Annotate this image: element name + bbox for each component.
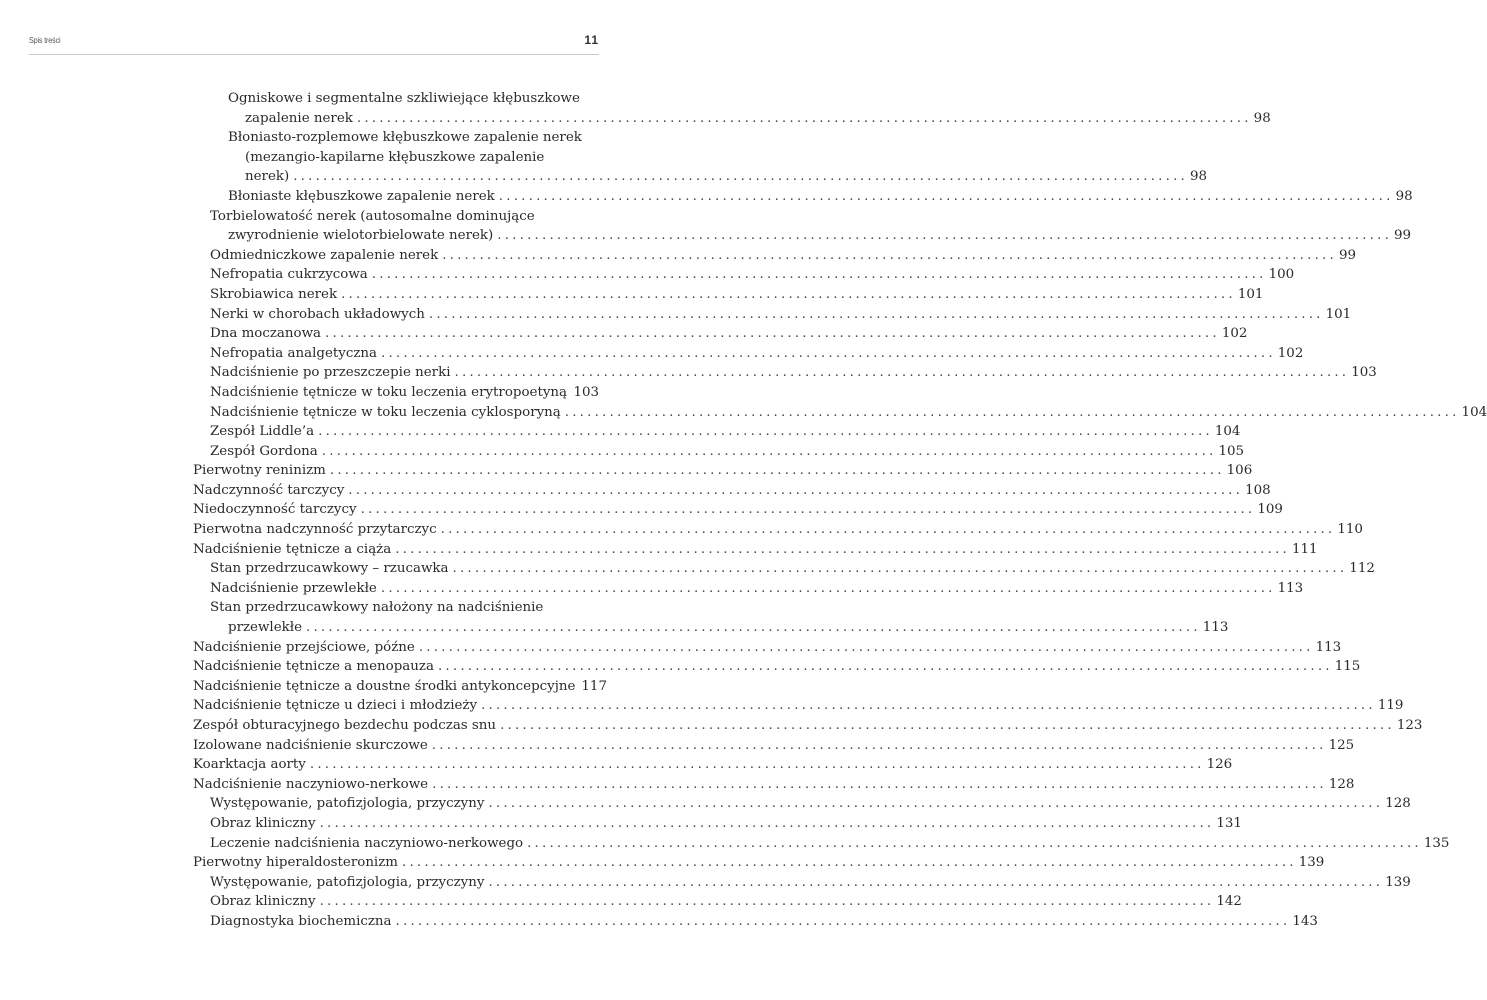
toc-entry-continuation [245,148,599,168]
toc-entry[interactable] [0,853,1325,873]
toc-entry[interactable] [0,403,1487,423]
toc-entry[interactable] [0,187,1413,207]
dot-leader: ........................................................................................................................ [329,463,1225,479]
dot-leader: ........................................................................................................................ [318,424,1213,440]
toc-page-number: 99 [1338,247,1357,263]
toc-entry[interactable] [0,696,1404,716]
toc-page-number: 135 [1423,835,1450,851]
dot-leader: ........................................................................................................................ [418,639,1314,655]
toc-page-number: 104 [1214,424,1241,440]
dot-leader: ........................................................................................................................ [395,541,1290,557]
toc-entry-title: Stan przedrzucawkowy – rzucawka [210,561,449,577]
toc-entry[interactable] [0,834,1450,854]
toc-entry-title: Obraz kliniczny [210,894,316,910]
header-rule [29,54,599,55]
dot-leader: ........................................................................................................................ [341,286,1236,302]
toc-page-number: 117 [581,678,607,694]
toc-page-number: 105 [1218,443,1245,459]
toc-entry[interactable] [0,500,1283,520]
toc-entry-title: Niedoczynność tarczycy [193,502,357,518]
toc-entry-line [193,481,1271,501]
toc-entry-title: Zespół obturacyjnego bezdechu podczas snu [193,718,497,733]
toc-entry-line [193,657,1361,677]
toc-entry-title: Nadczynność tarczycy [193,482,345,498]
toc-page-number: 113 [1315,639,1342,655]
toc-entry-line [210,265,1295,285]
toc-entry[interactable] [0,794,1411,814]
toc-entry-line [228,187,1413,207]
toc-entry-title: Diagnostyka biochemiczna [210,913,392,929]
toc-entry[interactable] [0,716,1423,736]
toc-entry-line [210,579,1304,599]
dot-leader: ........................................................................................................................ [356,110,1252,126]
toc-entry[interactable] [0,598,1229,637]
toc-entry[interactable] [0,89,1271,128]
toc-page-number: 106 [1226,463,1253,479]
toc-entry-title: Zespół Gordona [210,443,318,459]
toc-entry-line [193,520,1363,540]
toc-entry-line [193,638,1342,658]
toc-entry[interactable] [0,579,1304,599]
toc-entry[interactable] [0,912,1318,932]
toc-page-number: 98 [1253,110,1271,126]
toc-entry-line [210,403,1487,423]
toc-entry-line [210,305,1352,325]
dot-leader: ........................................................................................................................ [293,169,1188,185]
dot-leader: ........................................................................................................................ [380,580,1276,596]
toc-entry-line [193,853,1325,873]
toc-entry[interactable] [0,755,1233,775]
toc-entry-title: przewlekłe [228,620,303,636]
dot-leader: ........................................................................................................................ [442,247,1337,263]
toc-entry-title: Nadciśnienie tętnicze a ciąża [193,541,392,557]
dot-leader: ........................................................................................................................ [306,620,1201,636]
dot-leader: ........................................................................................................................ [319,894,1215,910]
toc-page-number: 128 [1328,776,1355,792]
toc-page-number: 113 [1277,580,1304,596]
dot-leader: ........................................................................................................................ [321,443,1217,459]
dot-leader: ........................................................................................................................ [325,326,1220,342]
toc-entry-title: zwyrodnienie wielotorbielowate nerek) [228,228,494,244]
toc-page-number: 102 [1277,345,1304,361]
toc-entry-line [210,422,1241,442]
toc-entry[interactable] [0,520,1363,540]
toc-entry-line [193,696,1404,716]
toc-page-number: 99 [1394,228,1412,244]
toc-entry[interactable] [0,677,675,697]
toc-entry-line [193,677,607,697]
toc-page-number: 110 [1337,522,1363,538]
toc-entry-title: (mezangio-kapilarne kłębuszkowe zapalenie [245,149,545,165]
dot-leader: ........................................................................................................................ [360,502,1256,518]
toc-entry[interactable] [0,422,1241,442]
dot-leader: ........................................................................................................................ [428,306,1324,322]
toc-entry[interactable] [0,461,1253,481]
toc-entry-title: Nadciśnienie przewlekłe [210,580,377,596]
toc-page-number: 109 [1257,502,1283,518]
toc-entry-line [210,814,1242,834]
toc-entry-line [210,246,1357,266]
toc-page-number: 103 [1351,365,1377,381]
toc-page-number: 123 [1396,718,1423,733]
toc-entry-line [210,598,599,618]
toc-entry[interactable] [0,892,1242,912]
toc-entry[interactable] [0,363,1377,383]
toc-page-number: 139 [1298,855,1325,871]
table-of-contents [0,89,1487,932]
toc-page-number: 98 [1190,169,1208,185]
section-title: Spis treści [29,35,61,45]
dot-leader: ........................................................................................................................ [395,913,1291,929]
toc-page-number: 104 [1461,404,1487,420]
toc-entry-line [210,892,1242,912]
toc-page-number: 139 [1385,874,1411,890]
toc-entry-title: Nadciśnienie naczyniowo-nerkowe [193,776,429,792]
dot-leader: ........................................................................................................................ [500,718,1395,733]
dot-leader: ........................................................................................................................ [488,796,1384,812]
dot-leader: ........................................................................................................................ [309,757,1205,773]
toc-entry-title: zapalenie nerek [245,110,353,126]
dot-leader: ........................................................................................................................ [401,855,1297,871]
dot-leader: ........................................................................................................................ [454,365,1350,381]
toc-entry-title: Dna moczanowa [210,326,322,342]
toc-entry-line [210,912,1318,932]
dot-leader: ........................................................................................................................ [498,188,1394,204]
dot-leader: ........................................................................................................................ [527,835,1422,851]
toc-page-number: 119 [1377,698,1404,714]
toc-entry-line [193,736,1355,756]
toc-entry-line [210,834,1450,854]
toc-entry-title: Nadciśnienie tętnicze u dzieci i młodzieży [193,698,478,714]
toc-entry-line [210,383,599,403]
toc-entry[interactable] [0,814,1242,834]
dot-leader: ........................................................................................................................ [348,482,1244,498]
page-number: 11 [584,33,599,47]
toc-entry-title: nerek) [245,169,290,185]
toc-entry[interactable] [0,285,1264,305]
toc-entry-title: Koarktacja aorty [193,757,306,773]
toc-entry-continuation [245,109,1271,129]
toc-entry-title: Nadciśnienie tętnicze a doustne środki antykoncepcyjne [193,678,576,694]
dot-leader: ........................................................................................................................ [381,345,1276,361]
dot-leader: ........................................................................................................................ [432,776,1327,792]
toc-entry[interactable] [0,128,1208,187]
toc-entry-line [210,873,1411,893]
toc-entry-title: Torbielowatość nerek (autosomalne dominujące [210,208,535,224]
toc-page-number: 111 [1292,541,1318,557]
running-header [29,33,599,51]
toc-entry-continuation [228,618,1229,638]
toc-entry[interactable] [0,559,1375,579]
toc-entry-line [210,442,1245,462]
toc-entry[interactable] [0,481,1271,501]
toc-entry-title: Odmiedniczkowe zapalenie nerek [210,247,439,263]
toc-entry-line [210,559,1375,579]
toc-entry-title: Pierwotna nadczynność przytarczyc [193,522,437,538]
dot-leader: ........................................................................................................................ [497,228,1393,244]
toc-entry[interactable] [0,246,1357,266]
toc-entry-title: Pierwotny reninizm [193,463,326,479]
toc-page-number: 102 [1221,326,1248,342]
toc-entry-title: Nefropatia analgetyczna [210,345,377,361]
toc-entry-line [210,344,1304,364]
toc-entry-title: Izolowane nadciśnienie skurczowe [193,737,428,753]
toc-entry[interactable] [0,324,1248,344]
toc-entry-line [210,207,599,227]
toc-entry[interactable] [0,383,675,403]
toc-entry-title: Błoniasto-rozplemowe kłębuszkowe zapalenie nerek [228,130,582,146]
toc-entry-title: Nadciśnienie tętnicze w toku leczenia cyklosporyną [210,404,561,420]
toc-entry-title: Stan przedrzucawkowy nałożony na nadciśnienie [210,600,544,616]
toc-entry-title: Obraz kliniczny [210,815,316,831]
dot-leader: ........................................................................................................................ [371,267,1267,283]
toc-entry[interactable] [0,265,1295,285]
toc-entry[interactable] [0,442,1245,462]
toc-page-number: 113 [1202,620,1229,636]
toc-entry-title: Występowanie, patofizjologia, przyczyny [210,796,485,812]
dot-leader: ........................................................................................................................ [319,815,1215,831]
toc-entry-title: Pierwotny hiperaldosteronizm [193,855,398,871]
toc-entry-line [228,89,599,109]
toc-entry[interactable] [0,775,1355,795]
toc-entry-line [193,540,1318,560]
toc-entry-title: Ogniskowe i segmentalne szkliwiejące kłębuszkowe [228,91,580,106]
toc-entry[interactable] [0,305,1352,325]
toc-page-number: 115 [1334,659,1361,675]
toc-entry-line [193,461,1253,481]
toc-page-number: 100 [1268,267,1295,283]
toc-page-number: 143 [1292,913,1318,929]
toc-entry[interactable] [0,540,1318,560]
dot-leader: ........................................................................................................................ [564,404,1460,420]
dot-leader: ........................................................................................................................ [481,698,1376,714]
toc-entry-line [193,500,1283,520]
toc-entry-line [193,755,1233,775]
toc-entry[interactable] [0,736,1355,756]
toc-entry-line [228,128,599,148]
toc-page-number: 103 [573,384,599,400]
toc-page-number: 126 [1206,757,1233,773]
toc-entry-title: Nadciśnienie przejściowe, późne [193,639,415,655]
toc-entry-title: Nadciśnienie tętnicze a menopauza [193,659,434,675]
toc-page-number: 98 [1395,188,1413,204]
toc-page-number: 142 [1216,894,1242,910]
toc-entry[interactable] [0,638,1342,658]
toc-entry-continuation [228,226,1412,246]
toc-page-number: 101 [1237,286,1264,302]
toc-entry[interactable] [0,344,1304,364]
toc-entry[interactable] [0,207,1412,246]
toc-page-number: 108 [1245,482,1271,498]
toc-entry-line [210,794,1411,814]
toc-entry-title: Nadciśnienie tętnicze w toku leczenia erytropoetyną [210,384,568,400]
toc-entry-title: Występowanie, patofizjologia, przyczyny [210,874,485,890]
toc-entry-continuation [245,167,1208,187]
dot-leader: ........................................................................................................................ [431,737,1327,753]
toc-page-number: 128 [1385,796,1411,812]
toc-page-number: 125 [1328,737,1355,753]
toc-entry[interactable] [0,657,1361,677]
toc-page-number: 131 [1216,815,1242,831]
toc-entry-title: Leczenie nadciśnienia naczyniowo-nerkowego [210,835,524,851]
toc-entry-line [193,716,1423,736]
toc-entry-line [193,775,1355,795]
toc-entry-line [210,363,1377,383]
toc-page-number: 101 [1325,306,1352,322]
toc-entry-title: Skrobiawica nerek [210,286,338,302]
dot-leader: ........................................................................................................................ [452,561,1348,577]
toc-page-number: 112 [1349,561,1375,577]
toc-entry-title: Zespół Liddle’a [210,424,315,440]
dot-leader: ........................................................................................................................ [440,522,1336,538]
toc-entry-line [210,324,1248,344]
dot-leader: ........................................................................................................................ [488,874,1384,890]
toc-entry-title: Nadciśnienie po przeszczepie nerki [210,365,451,381]
dot-leader: ........................................................................................................................ [437,659,1333,675]
toc-entry[interactable] [0,873,1411,893]
toc-entry-title: Nerki w chorobach układowych [210,306,425,322]
toc-entry-title: Nefropatia cukrzycowa [210,267,368,283]
toc-entry-title: Błoniaste kłębuszkowe zapalenie nerek [228,188,495,204]
toc-entry-line [210,285,1264,305]
